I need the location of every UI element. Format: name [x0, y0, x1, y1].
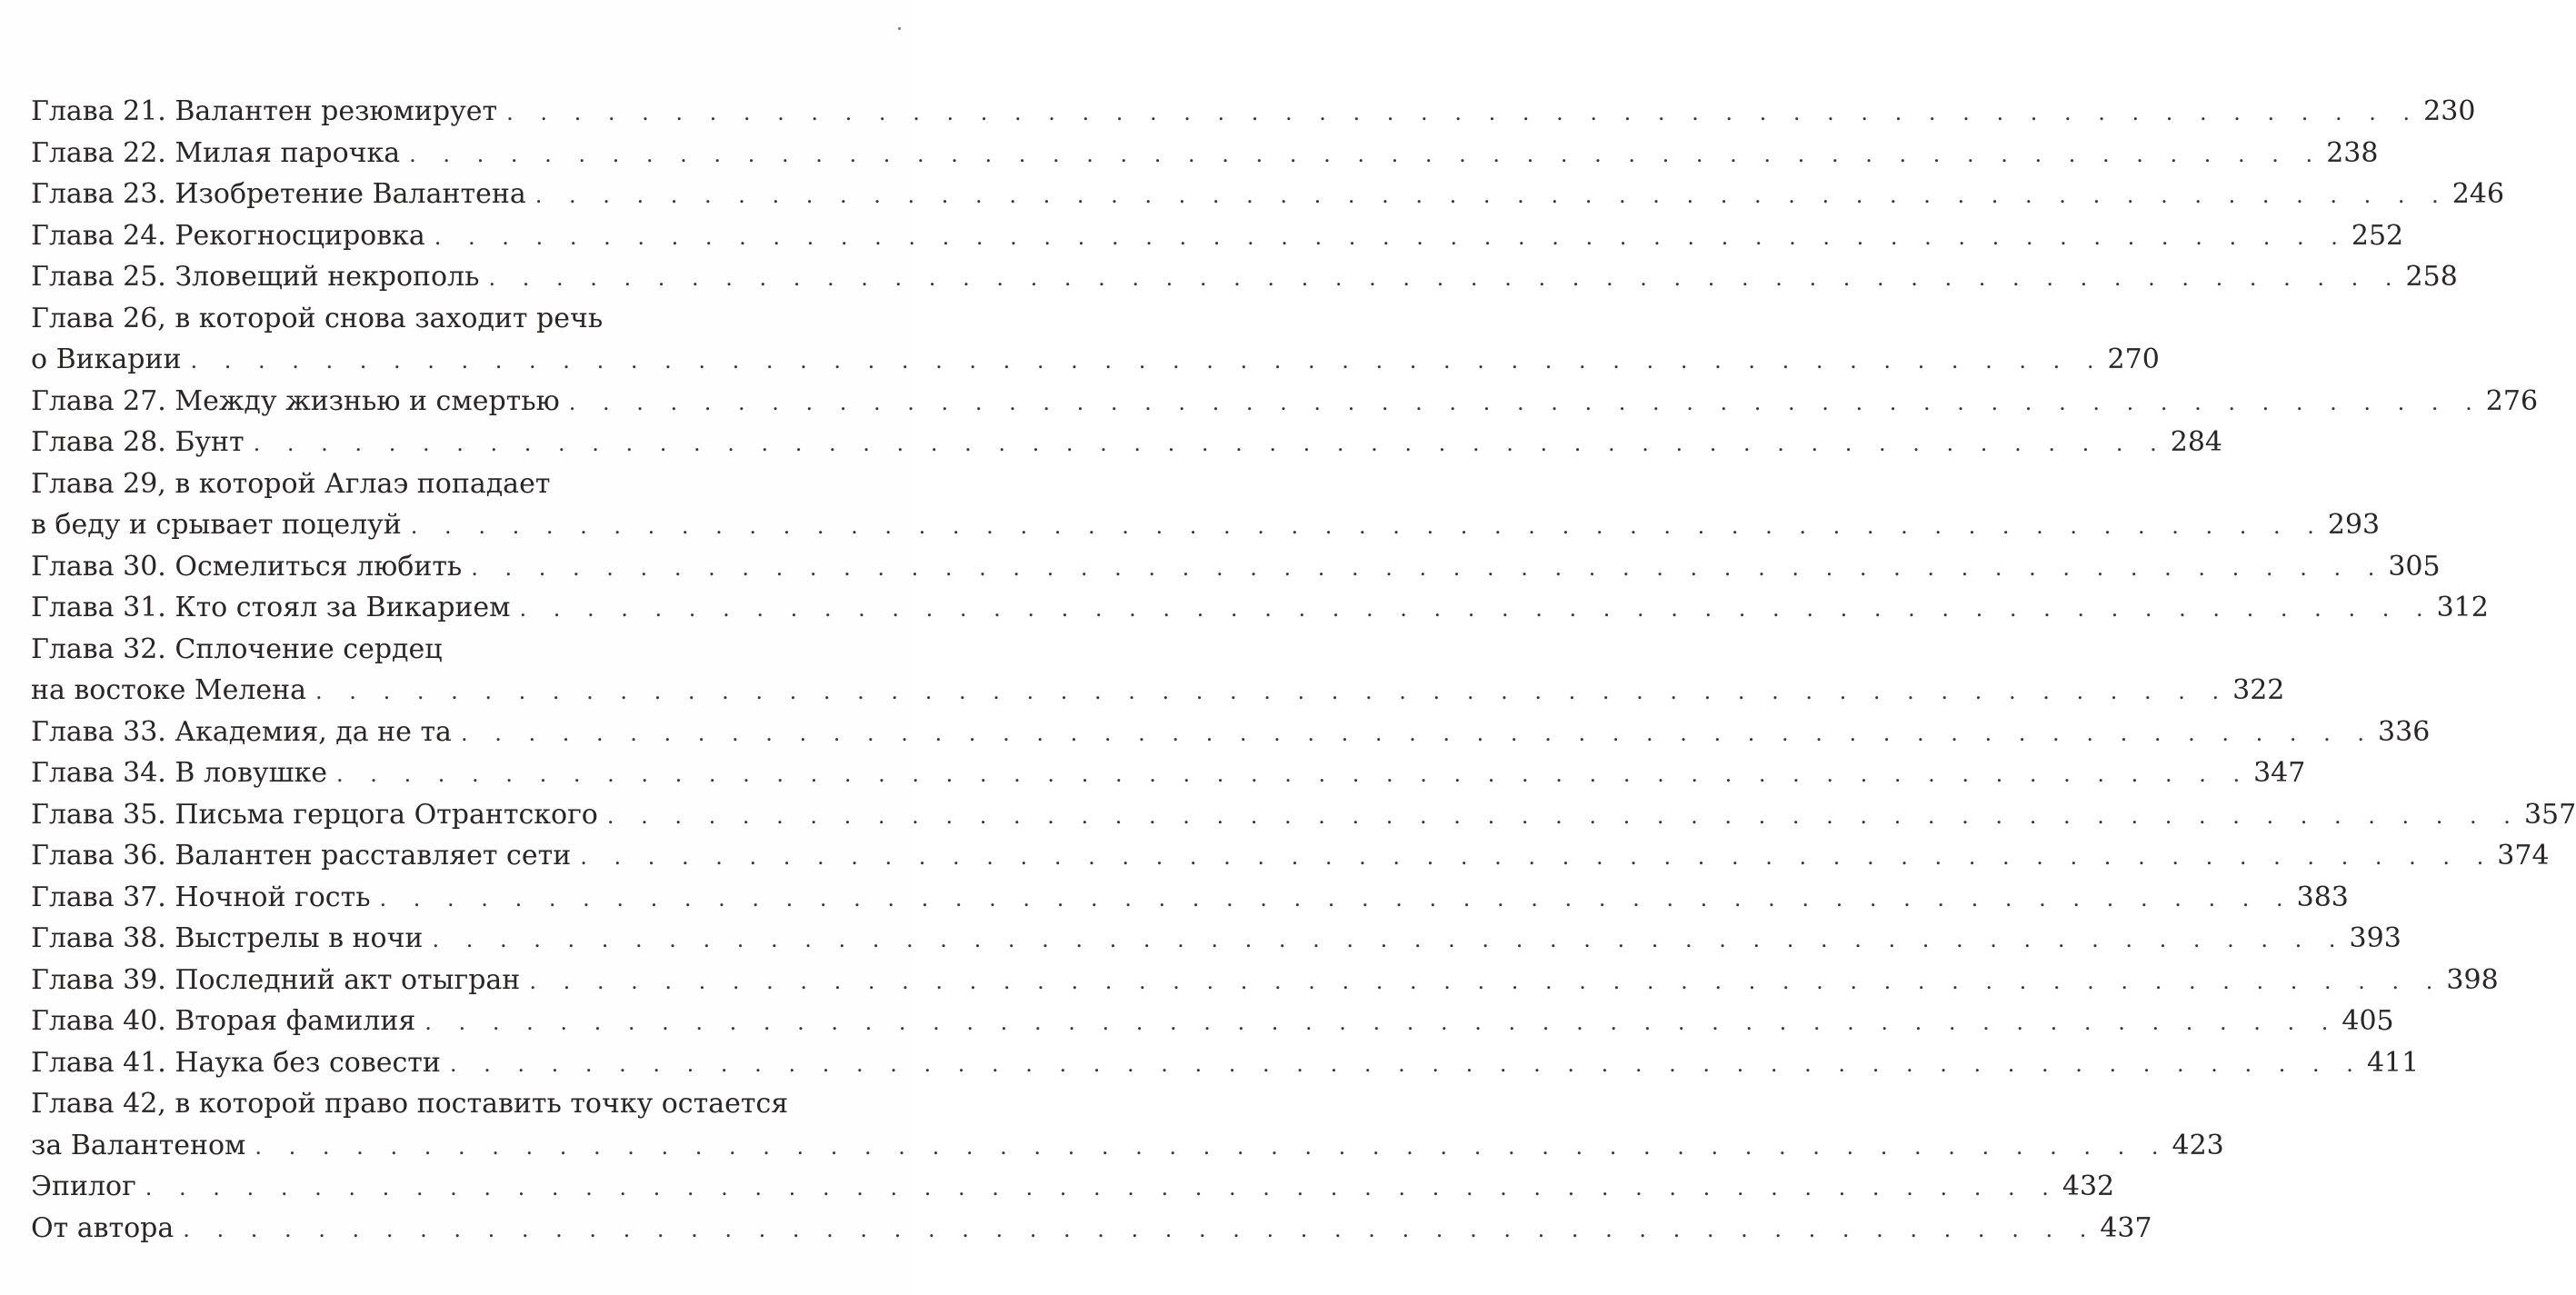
toc-entry — [31, 752, 2306, 794]
toc-entry — [31, 712, 2431, 753]
toc-entry-page: 423 — [2172, 1129, 2224, 1161]
toc-entry-title-line2: о Викарии — [31, 344, 182, 375]
toc-entry-page: 398 — [2446, 963, 2499, 996]
toc-entry — [31, 133, 2379, 174]
dot-leader: . . . . . . . . . . . . . . . . . . . . . . . . . . . . . . . . . . . . . . . . . . . . . . . . . . . . . . . . . — [336, 762, 2251, 787]
toc-entry-title: Глава 21. Валантен резюмирует — [31, 95, 498, 127]
dot-leader: . . . . . . . . . . . . . . . . . . . . . . . . . . . . . . . . . . . . . . . . . . . . . . . . . . . . . . . . . — [183, 1216, 2097, 1242]
dot-leader: . . . . . . . . . . . . . . . . . . . . . . . . . . . . . . . . . . . . . . . . . . . . . . . . . . . . . . . . . — [471, 554, 2385, 581]
toc-entry-page: 258 — [2405, 261, 2458, 293]
toc-entry — [31, 1208, 2152, 1250]
toc-entry-title-line2: на востоке Мелена — [31, 674, 307, 706]
toc-entry-title: От автора — [31, 1211, 175, 1244]
toc-entry — [31, 422, 2222, 463]
dot-leader: . . . . . . . . . . . . . . . . . . . . . . . . . . . . . . . . . . . . . . . . . . . . . . . . . . . . . . . . . — [519, 596, 2433, 622]
toc-entry — [31, 587, 2489, 629]
toc-entry-title: Глава 37. Ночной гость — [31, 881, 371, 913]
toc-entry-title: Глава 33. Академия, да не та — [31, 715, 452, 748]
toc-entry-title: Глава 24. Рекогносцировка — [31, 219, 425, 252]
toc-entry-title-line1: Глава 42, в которой право поставить точку остается — [31, 1088, 789, 1120]
dot-leader: . . . . . . . . . . . . . . . . . . . . . . . . . . . . . . . . . . . . . . . . . . . . . . . . . . . . . . . . . — [460, 720, 2375, 746]
toc-entry-title: Глава 35. Письма герцога Отрантского — [31, 798, 598, 831]
toc-entry-page: 411 — [2366, 1046, 2420, 1079]
toc-entry-title: Глава 27. Между жизнью и смертью — [31, 384, 560, 417]
toc-entry-page: 252 — [2351, 219, 2404, 252]
toc-entry-title-line1: Глава 29, в которой Аглаэ попадает — [31, 467, 551, 500]
toc-entry-page: 322 — [2232, 674, 2285, 706]
toc-entry-page: 336 — [2378, 715, 2431, 748]
toc-entry-title: Глава 41. Наука без совести — [31, 1046, 441, 1079]
toc-entry — [31, 1001, 2394, 1042]
dot-leader: . . . . . . . . . . . . . . . . . . . . . . . . . . . . . . . . . . . . . . . . . . . . . . . . . . . . . . . . . — [432, 927, 2346, 952]
toc-entry-title-line2: в беду и срывает поцелуй — [31, 509, 402, 541]
toc-entry — [31, 835, 2550, 877]
dot-leader: . . . . . . . . . . . . . . . . . . . . . . . . . . . . . . . . . . . . . . . . . . . . . . . . . . . . . . . . . — [529, 968, 2443, 994]
dot-leader: . . . . . . . . . . . . . . . . . . . . . . . . . . . . . . . . . . . . . . . . . . . . . . . . . . . . . . . . . — [568, 389, 2482, 415]
toc-entry — [31, 1083, 2224, 1166]
toc-entry-title: Глава 34. В ловушке — [31, 757, 328, 789]
toc-entry-page: 276 — [2485, 384, 2539, 417]
toc-entry — [31, 463, 2381, 546]
toc-entry — [31, 629, 2285, 712]
toc-entry-title: Эпилог — [31, 1170, 136, 1202]
toc-entry-title: Глава 31. Кто стоял за Викарием — [31, 592, 511, 623]
toc-entry — [31, 174, 2505, 215]
dot-leader: . . . . . . . . . . . . . . . . . . . . . . . . . . . . . . . . . . . . . . . . . . . . . . . . . . . . . . . . . — [534, 183, 2449, 208]
toc-entry-page: 293 — [2327, 509, 2381, 541]
toc-entry — [31, 546, 2441, 588]
dot-leader: . . . . . . . . . . . . . . . . . . . . . . . . . . . . . . . . . . . . . . . . . . . . . . . . . . . . . . . . . — [434, 224, 2348, 250]
toc-entry-title: Глава 22. Милая парочка — [31, 136, 401, 169]
toc-entry-title: Глава 30. Осмелиться любить — [31, 550, 463, 583]
dot-leader: . . . . . . . . . . . . . . . . . . . . . . . . . . . . . . . . . . . . . . . . . . . . . . . . . . . . . . . . . — [145, 1175, 2059, 1200]
toc-entry-page: 374 — [2497, 840, 2550, 872]
toc-entry-page: 432 — [2062, 1170, 2115, 1202]
toc-entry — [31, 960, 2499, 1001]
dot-leader: . . . . . . . . . . . . . . . . . . . . . . . . . . . . . . . . . . . . . . . . . . . . . . . . . . . . . . . . . — [424, 1010, 2339, 1035]
toc-entry-page: 238 — [2326, 136, 2379, 169]
dot-leader: . . . . . . . . . . . . . . . . . . . . . . . . . . . . . . . . . . . . . . . . . . . . . . . . . . . . . . . . . — [449, 1051, 2363, 1077]
dot-leader: . . . . . . . . . . . . . . . . . . . . . . . . . . . . . . . . . . . . . . . . . . . . . . . . . . . . . . . . . — [253, 431, 2167, 456]
toc-entry-title: Глава 38. Выстрелы в ночи — [31, 922, 424, 954]
toc-entry — [31, 877, 2349, 919]
toc-entry — [31, 794, 2576, 836]
dot-leader: . . . . . . . . . . . . . . . . . . . . . . . . . . . . . . . . . . . . . . . . . . . . . . . . . . . . . . . . . — [190, 348, 2104, 374]
toc-entry-page: 312 — [2436, 592, 2489, 623]
print-speck — [898, 27, 901, 30]
toc-entry-title-line2: за Валантеном — [31, 1129, 246, 1161]
toc-entry-page: 437 — [2100, 1211, 2152, 1244]
dot-leader: . . . . . . . . . . . . . . . . . . . . . . . . . . . . . . . . . . . . . . . . . . . . . . . . . . . . . . . . . — [606, 802, 2521, 829]
toc-entry-title-line1: Глава 26, в которой снова заходит речь — [31, 302, 604, 334]
table-of-contents — [31, 91, 2576, 1249]
toc-entry — [31, 91, 2476, 133]
toc-entry-page: 270 — [2107, 344, 2160, 375]
toc-entry-page: 383 — [2296, 881, 2349, 913]
dot-leader: . . . . . . . . . . . . . . . . . . . . . . . . . . . . . . . . . . . . . . . . . . . . . . . . . . . . . . . . . — [488, 265, 2402, 291]
toc-entry-page: 284 — [2170, 426, 2222, 458]
toc-entry-title-line1: Глава 32. Сплочение сердец — [31, 633, 443, 665]
dot-leader: . . . . . . . . . . . . . . . . . . . . . . . . . . . . . . . . . . . . . . . . . . . . . . . . . . . . . . . . . — [580, 844, 2494, 870]
toc-entry — [31, 381, 2539, 423]
toc-entry-page: 393 — [2349, 922, 2401, 954]
toc-entry-page: 230 — [2423, 95, 2476, 127]
toc-entry-page: 305 — [2388, 550, 2441, 583]
toc-entry-title: Глава 25. Зловещий некрополь — [31, 261, 480, 293]
toc-entry-page: 405 — [2341, 1005, 2394, 1037]
toc-entry-title: Глава 36. Валантен расставляет сети — [31, 840, 572, 872]
toc-entry-title: Глава 39. Последний акт отыгран — [31, 963, 521, 996]
toc-entry-title: Глава 28. Бунт — [31, 426, 245, 458]
toc-entry — [31, 256, 2458, 298]
toc-entry — [31, 918, 2401, 960]
toc-entry — [31, 215, 2404, 257]
toc-entry — [31, 1166, 2115, 1208]
dot-leader: . . . . . . . . . . . . . . . . . . . . . . . . . . . . . . . . . . . . . . . . . . . . . . . . . . . . . . . . . — [506, 100, 2421, 125]
toc-entry — [31, 1042, 2420, 1084]
toc-entry — [31, 298, 2160, 381]
toc-entry-page: 347 — [2253, 757, 2306, 789]
dot-leader: . . . . . . . . . . . . . . . . . . . . . . . . . . . . . . . . . . . . . . . . . . . . . . . . . . . . . . . . . — [379, 885, 2293, 911]
dot-leader: . . . . . . . . . . . . . . . . . . . . . . . . . . . . . . . . . . . . . . . . . . . . . . . . . . . . . . . . . — [409, 141, 2323, 167]
toc-entry-page: 357 — [2523, 798, 2576, 831]
toc-entry-page: 246 — [2451, 178, 2505, 210]
dot-leader: . . . . . . . . . . . . . . . . . . . . . . . . . . . . . . . . . . . . . . . . . . . . . . . . . . . . . . . . . — [315, 679, 2230, 704]
dot-leader: . . . . . . . . . . . . . . . . . . . . . . . . . . . . . . . . . . . . . . . . . . . . . . . . . . . . . . . . . — [410, 513, 2324, 539]
toc-entry-title: Глава 23. Изобретение Валантена — [31, 178, 526, 210]
toc-entry-title: Глава 40. Вторая фамилия — [31, 1005, 416, 1037]
dot-leader: . . . . . . . . . . . . . . . . . . . . . . . . . . . . . . . . . . . . . . . . . . . . . . . . . . . . . . . . . — [255, 1133, 2169, 1160]
